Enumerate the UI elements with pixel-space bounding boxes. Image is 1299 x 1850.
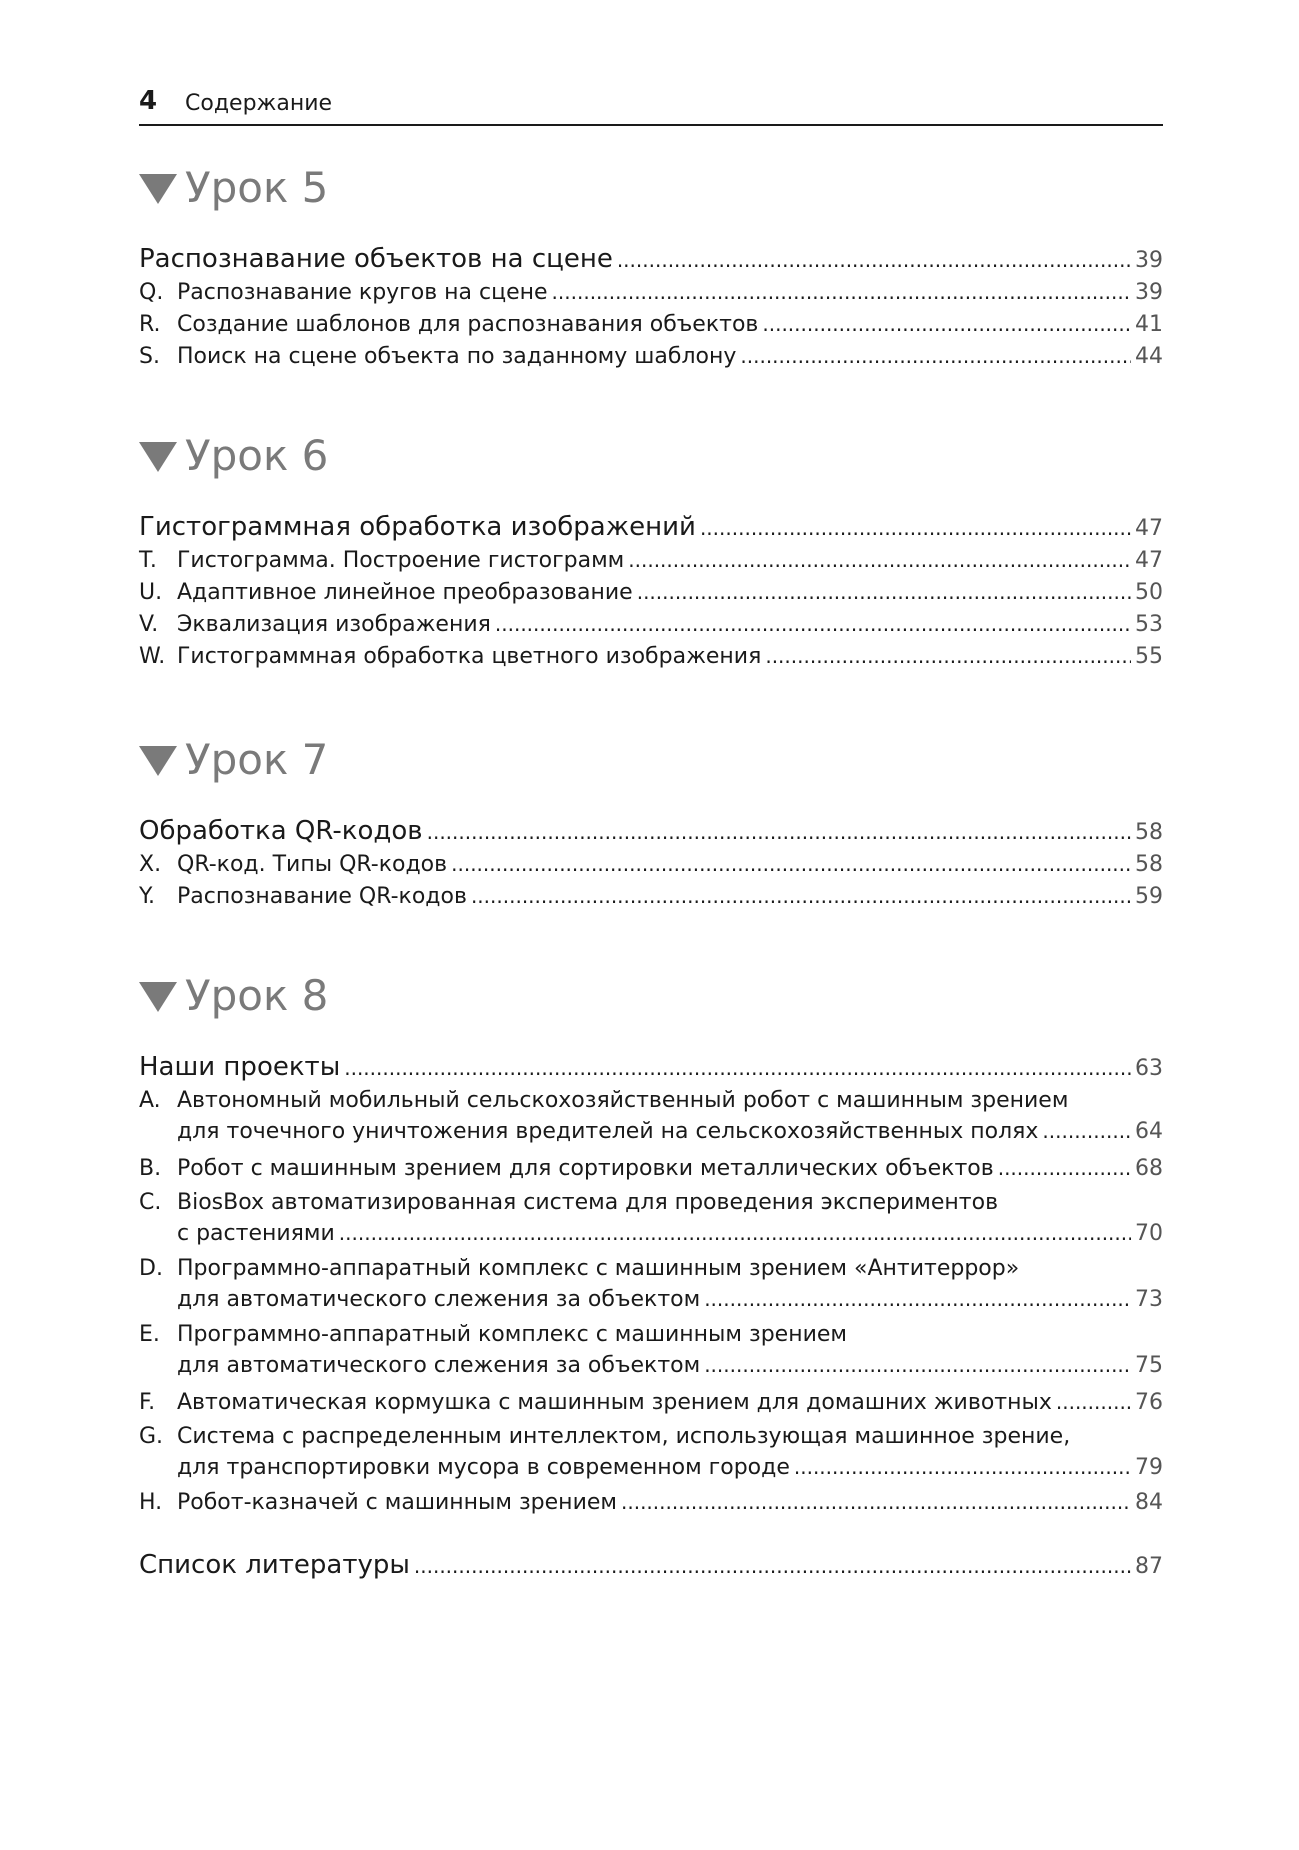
chapter-title: Обработка QR-кодов [139,816,423,846]
page-ref: 58 [1135,852,1163,877]
item-title-line1: BiosBox автоматизированная система для проведения экспериментов [177,1190,999,1215]
page-ref: 47 [1135,548,1163,573]
item-letter: S. [139,344,160,369]
dot-leader [471,884,1131,908]
dot-leader [740,344,1131,368]
page-ref: 68 [1135,1156,1163,1181]
toc-chapter-bibliography[interactable] [139,1550,1163,1580]
dot-leader [339,1221,1131,1245]
dot-leader [344,1056,1131,1080]
toc-item[interactable] [139,1424,1163,1480]
lesson-title: Урок 5 [185,163,329,212]
item-letter: B. [139,1156,162,1181]
item-letter: R. [139,312,161,337]
page-header [139,84,1163,126]
item-title-line1: Программно-аппаратный комплекс с машинным зрением [177,1322,848,1347]
page-ref: 55 [1135,644,1163,669]
page-ref: 44 [1135,344,1163,369]
dot-leader [704,1287,1131,1311]
lesson-section [139,428,1163,488]
toc-item[interactable] [139,1190,1163,1246]
item-title: для точечного уничтожения вредителей на сельскохозяйственных полях [177,1119,1039,1144]
lesson-title: Урок 8 [185,971,329,1020]
toc-item[interactable] [139,1256,1163,1312]
page-ref: 70 [1135,1221,1163,1246]
triangle-down-icon [139,982,177,1012]
item-letter: F. [139,1390,156,1415]
page-ref: 39 [1135,248,1163,273]
item-letter: Y. [139,884,155,909]
item-title: для автоматического слежения за объектом [177,1353,701,1378]
lesson-section [139,732,1163,792]
item-title-line1: Программно-аппаратный комплекс с машинным зрением «Антитеррор» [177,1256,1020,1281]
item-letter: A. [139,1088,161,1113]
toc-item[interactable] [139,612,1163,637]
page-ref: 64 [1135,1119,1163,1144]
item-title: Эквализация изображения [177,612,491,637]
lesson-section [139,160,1163,220]
page-ref: 39 [1135,280,1163,305]
item-title: Робот с машинным зрением для сортировки металлических объектов [177,1156,994,1181]
item-title: Робот-казначей с машинным зрением [177,1490,617,1515]
toc-item[interactable] [139,344,1163,369]
page-ref: 58 [1135,820,1163,845]
page-ref: 87 [1135,1554,1163,1579]
dot-leader [700,516,1131,540]
item-title: для транспортировки мусора в современном городе [177,1455,790,1480]
lesson-section [139,968,1163,1028]
item-title: Гистограмма. Построение гистограмм [177,548,625,573]
toc-chapter[interactable] [139,244,1163,274]
toc-item[interactable] [139,580,1163,605]
page-ref: 41 [1135,312,1163,337]
dot-leader [414,1554,1131,1578]
toc-chapter[interactable] [139,816,1163,846]
dot-leader [552,280,1131,304]
item-title: Распознавание кругов на сцене [177,280,548,305]
page-ref: 79 [1135,1455,1163,1480]
triangle-down-icon [139,442,177,472]
dot-leader [617,248,1131,272]
item-title: QR-код. Типы QR-кодов [177,852,448,877]
item-letter: V. [139,612,159,637]
toc-page [139,0,1163,1850]
toc-item[interactable] [139,312,1163,337]
page-ref: 50 [1135,580,1163,605]
item-letter: T. [139,548,157,573]
item-letter: X. [139,852,162,877]
item-letter: E. [139,1322,160,1347]
page-ref: 63 [1135,1056,1163,1081]
dot-leader [628,548,1131,572]
toc-item[interactable] [139,1156,1163,1181]
dot-leader [762,312,1131,336]
item-title-line1: Автономный мобильный сельскохозяйственный робот с машинным зрением [177,1088,1069,1113]
toc-chapter[interactable] [139,1052,1163,1082]
dot-leader [637,580,1131,604]
item-title: Автоматическая кормушка с машинным зрением для домашних животных [177,1390,1052,1415]
dot-leader [621,1490,1131,1514]
page-ref: 59 [1135,884,1163,909]
item-letter: Q. [139,280,164,305]
item-title: для автоматического слежения за объектом [177,1287,701,1312]
toc-chapter[interactable] [139,512,1163,542]
toc-item[interactable] [139,1490,1163,1515]
toc-item[interactable] [139,1088,1163,1144]
page-ref: 84 [1135,1490,1163,1515]
page-ref: 75 [1135,1353,1163,1378]
page-ref: 47 [1135,516,1163,541]
page-ref: 53 [1135,612,1163,637]
toc-item[interactable] [139,1322,1163,1378]
dot-leader [495,612,1131,636]
item-title: Адаптивное линейное преобразование [177,580,633,605]
item-letter: U. [139,580,163,605]
item-title: Гистограммная обработка цветного изображения [177,644,762,669]
page-number: 4 [139,86,158,116]
chapter-title: Наши проекты [139,1052,341,1082]
toc-item[interactable] [139,548,1163,573]
page-ref: 73 [1135,1287,1163,1312]
item-title: Создание шаблонов для распознавания объектов [177,312,759,337]
lesson-title: Урок 7 [185,735,329,784]
lesson-heading [139,160,1163,220]
item-title: Поиск на сцене объекта по заданному шаблону [177,344,737,369]
item-letter: W. [139,644,166,669]
lesson-heading [139,732,1163,792]
dot-leader [794,1455,1131,1479]
item-letter: D. [139,1256,163,1281]
chapter-title: Распознавание объектов на сцене [139,244,613,274]
triangle-down-icon [139,174,177,204]
dot-leader [998,1156,1131,1180]
header-title: Содержание [185,91,333,116]
item-title: Распознавание QR-кодов [177,884,467,909]
item-letter: H. [139,1490,163,1515]
item-title: с растениями [177,1221,335,1246]
item-letter: G. [139,1424,164,1449]
chapter-title: Гистограммная обработка изображений [139,512,696,542]
item-title-line1: Система с распределенным интеллектом, использующая машинное зрение, [177,1424,1071,1449]
toc-item[interactable] [139,852,1163,877]
dot-leader [704,1353,1131,1377]
chapter-title: Список литературы [139,1550,410,1580]
lesson-title: Урок 6 [185,431,329,480]
lesson-heading [139,428,1163,488]
dot-leader [427,820,1131,844]
dot-leader [1042,1119,1131,1143]
lesson-heading [139,968,1163,1028]
toc-item[interactable] [139,280,1163,305]
dot-leader [1056,1390,1131,1414]
toc-item[interactable] [139,644,1163,669]
toc-item[interactable] [139,884,1163,909]
item-letter: C. [139,1190,162,1215]
page-ref: 76 [1135,1390,1163,1415]
triangle-down-icon [139,746,177,776]
dot-leader [451,852,1131,876]
dot-leader [765,644,1131,668]
toc-item[interactable] [139,1390,1163,1415]
